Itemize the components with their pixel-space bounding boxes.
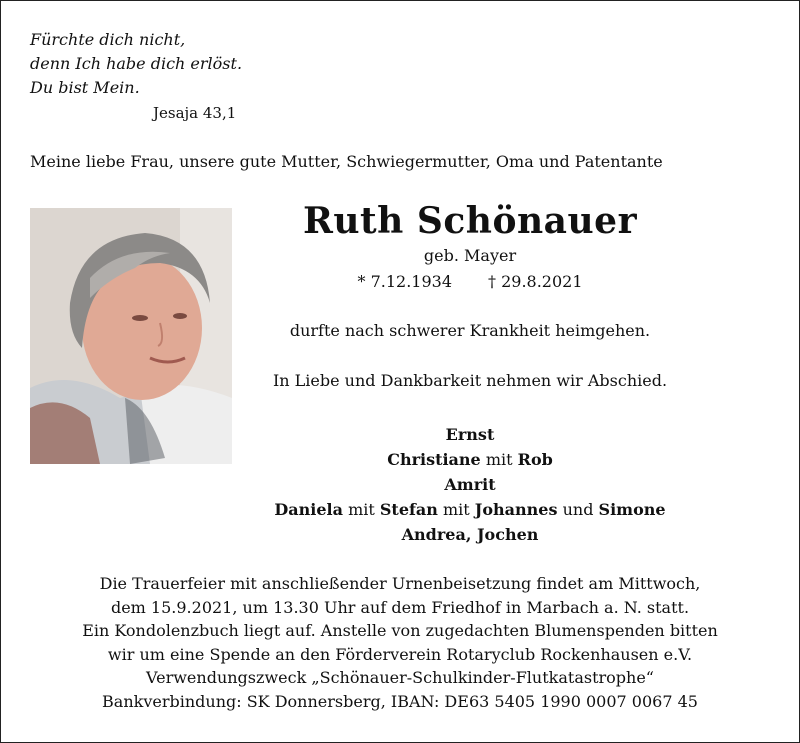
mourner-name: Johannes <box>474 500 558 519</box>
mourner-row <box>240 472 700 497</box>
birth-date: * 7.12.1934 <box>357 272 452 291</box>
mourners-list <box>240 422 700 547</box>
deceased-name: Ruth Schönauer <box>302 200 638 242</box>
details-line: Ein Kondolenzbuch liegt auf. Anstelle von zugedachten Blumenspenden bitten <box>82 621 718 640</box>
passing-message: durfte nach schwerer Krankheit heimgehen. <box>289 321 651 340</box>
mourner-row <box>240 497 700 522</box>
mourner-name: Rob <box>517 450 553 469</box>
details-line: Die Trauerfeier mit anschließender Urnenbeisetzung findet am Mittwoch, <box>99 574 701 593</box>
bible-verse <box>30 28 242 100</box>
verse-line: denn Ich habe dich erlöst. <box>30 54 243 73</box>
mourner-conjunction: mit <box>485 450 513 469</box>
details-line: wir um eine Spende an den Förderverein Rotaryclub Rockenhausen e.V. <box>107 644 693 664</box>
mourner-name: Simone <box>598 500 666 519</box>
portrait-photo <box>30 208 232 464</box>
mourner-row <box>240 422 700 447</box>
details-line: dem 15.9.2021, um 13.30 Uhr auf dem Friedhof in Marbach a. N. statt. <box>110 597 690 617</box>
mourner-name: Ernst <box>445 425 495 444</box>
verse-line: Fürchte dich nicht, <box>30 30 186 49</box>
mourner-conjunction: und <box>562 500 594 519</box>
funeral-details <box>0 572 800 713</box>
mourner-conjunction: mit <box>442 500 470 519</box>
bank-details: Bankverbindung: SK Donnersberg, IBAN: DE63 5405 1990 0007 0067 45 <box>102 691 698 711</box>
verse-reference: Jesaja 43,1 <box>153 104 237 122</box>
life-dates <box>240 272 700 291</box>
birth-name: geb. Mayer <box>423 246 517 265</box>
mourner-row <box>240 447 700 472</box>
details-line: Verwendungszweck „Schönauer-Schulkinder-Flutkatastrophe“ <box>146 668 654 687</box>
mourner-name: Andrea, Jochen <box>401 525 539 544</box>
death-date: † 29.8.2021 <box>488 272 583 291</box>
intro-text: Meine liebe Frau, unsere gute Mutter, Schwiegermutter, Oma und Patentante <box>30 152 663 171</box>
mourner-name: Christiane <box>387 450 481 469</box>
mourner-row <box>240 522 700 547</box>
verse-line: Du bist Mein. <box>30 78 140 97</box>
mourner-conjunction: mit <box>348 500 375 519</box>
mourner-name: Stefan <box>379 500 438 519</box>
portrait-illustration <box>30 208 232 464</box>
mourner-name: Daniela <box>274 500 343 519</box>
mourner-name: Amrit <box>444 475 496 494</box>
farewell-message: In Liebe und Dankbarkeit nehmen wir Abschied. <box>272 371 668 390</box>
